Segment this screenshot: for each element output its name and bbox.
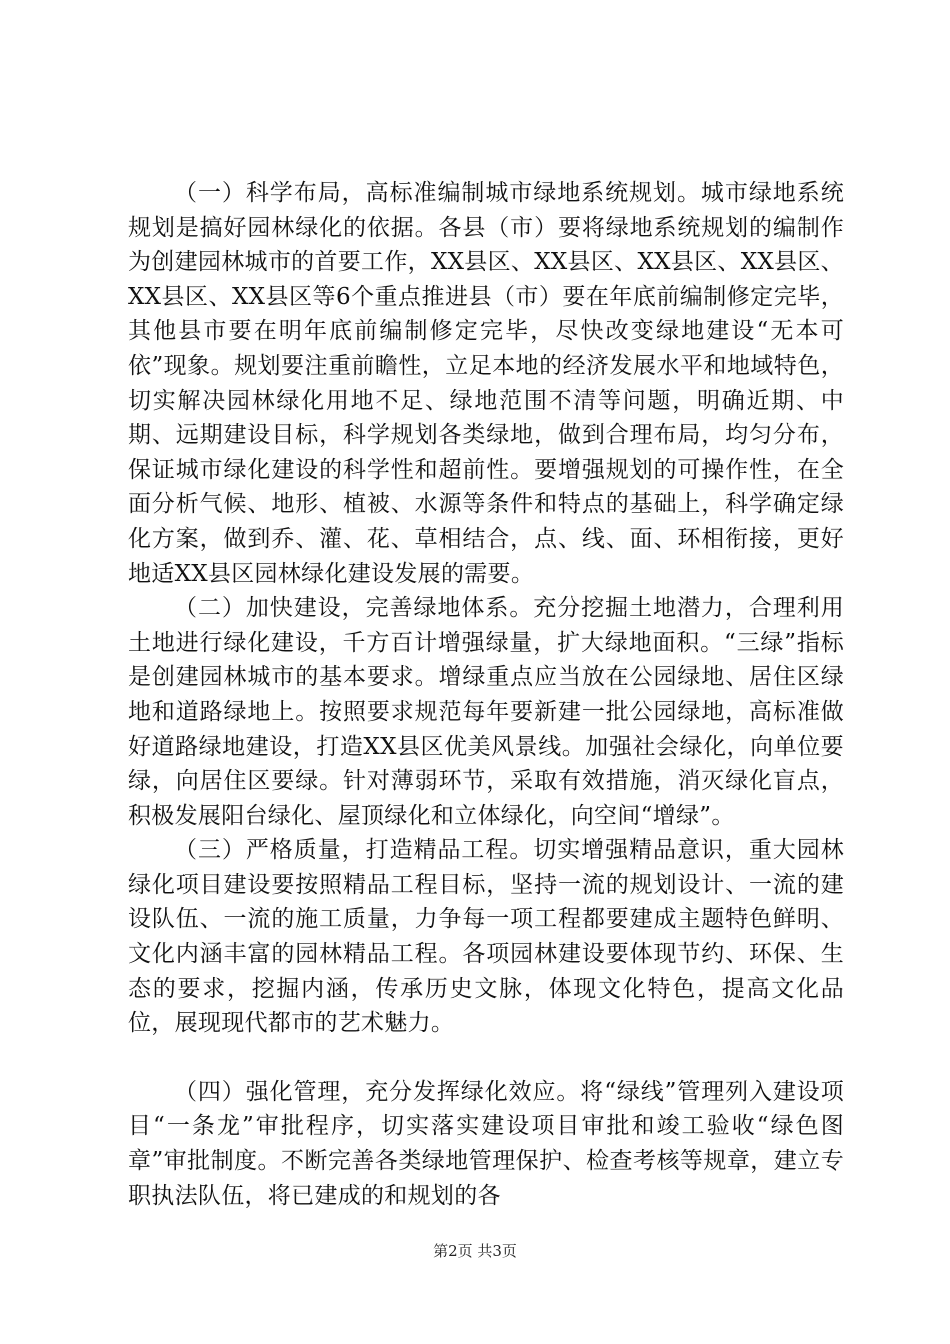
document-body [128, 176, 844, 1213]
page-footer: 第2页 共3页 [433, 1242, 517, 1260]
paragraph-2: （二）加快建设，完善绿地体系。充分挖掘土地潜力，合理利用土地进行绿化建设，千方百计增强绿量，扩大绿地面积。“三绿”指标是创建园林城市的基本要求。增绿重点应当放在公园绿地、居住区绿地和道路绿地上。按照要求规范每年要新建一批公园绿地，高标准做好道路绿地建设，打造XX县区优美风景线。加强社会绿化，向单位要绿，向居住区要绿。针对薄弱环节，采取有效措施，消灭绿化盲点，积极发展阳台绿化、屋顶绿化和立体绿化，向空间“增绿”。 [128, 595, 844, 829]
paragraph-3: （三）严格质量，打造精品工程。切实增强精品意识，重大园林绿化项目建设要按照精品工程目标，坚持一流的规划设计、一流的建设队伍、一流的施工质量，力争每一项工程都要建成主题特色鲜明、文化内涵丰富的园林精品工程。各项园林建设要体现节约、环保、生态的要求，挖掘内涵，传承历史文脉，体现文化特色，提高文化品位，展现现代都市的艺术魅力。 [128, 837, 844, 1037]
paragraph-4: （四）强化管理，充分发挥绿化效应。将“绿线”管理列入建设项目“一条龙”审批程序，切实落实建设项目审批和竣工验收“绿色图章”审批制度。不断完善各类绿地管理保护、检查考核等规章，建立专职执法队伍，将已建成的和规划的各 [128, 1078, 844, 1209]
paragraph-1: （一）科学布局，高标准编制城市绿地系统规划。城市绿地系统规划是搞好园林绿化的依据。各县（市）要将绿地系统规划的编制作为创建园林城市的首要工作，XX县区、XX县区、XX县区、XX县区、XX县区、XX县区等6个重点推进县（市）要在年底前编制修定完毕，其他县市要在明年底前编制修定完毕，尽快改变绿地建设“无本可依”现象。规划要注重前瞻性，立足本地的经济发展水平和地域特色，切实解决园林绿化用地不足、绿地范围不清等问题，明确近期、中期、远期建设目标，科学规划各类绿地，做到合理布局，均匀分布，保证城市绿化建设的科学性和超前性。要增强规划的可操作性，在全面分析气候、地形、植被、水源等条件和特点的基础上，科学确定绿化方案，做到乔、灌、花、草相结合，点、线、面、环相衔接，更好地适XX县区园林绿化建设发展的需要。 [128, 180, 844, 587]
